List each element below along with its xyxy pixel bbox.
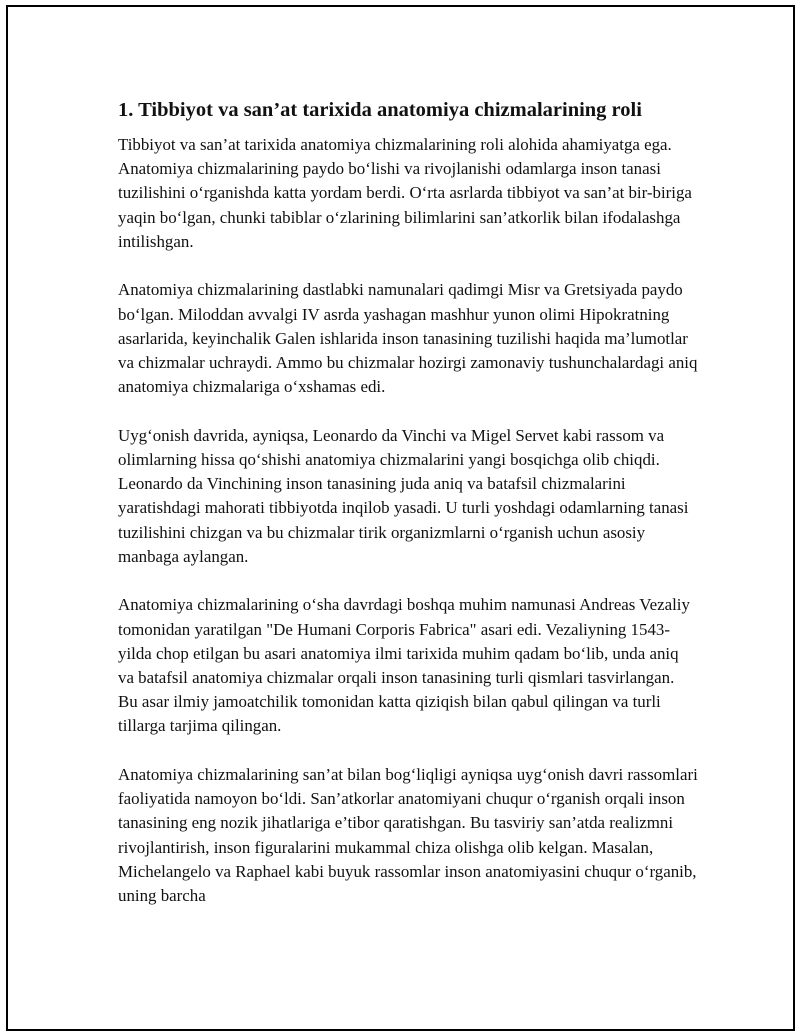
paragraph-3: Uyg‘onish davrida, ayniqsa, Leonardo da Vinchi va Migel Servet kabi rassom va olimlarning hissa qo‘shishi anatomiya chizmalarini yangi bosqichga olib chiqdi. Leonardo da Vinchining inson tanasining juda aniq va batafsil chizmalarini yaratishdagi mahorati tibbiyotda inqilob yasadi. U turli yoshdagi odamlarning tanasi tuzilishini chizgan va bu chizmalar tirik organizmlarni o‘rganish uchun asosiy manbaga aylangan.: [118, 425, 689, 566]
document-body: [118, 97, 698, 933]
paragraph-5: Anatomiya chizmalarining san’at bilan bog‘liqligi ayniqsa uyg‘onish davri rassomlari faoliyatida namoyon bo‘ldi. San’atkorlar anatomiyani chuqur o‘rganish orqali inson tanasining eng nozik jihatlariga e’tibor qaratishgan. Bu tasviriy san’atda realizmni rivojlantirish, inson figuralarini mukammal chiza olishga olib kelgan. Masalan, Michelangelo va Raphael kabi buyuk rassomlar inson anatomiyasini chuqur o‘rganib, uning barcha: [118, 765, 698, 906]
paragraph-2: Anatomiya chizmalarining dastlabki namunalari qadimgi Misr va Gretsiyada paydo bo‘lgan. Miloddan avvalgi IV asrda yashagan mashhur yunon olimi Hipokratning asarlarida, keyinchalik Galen ishlarida inson tanasining tuzilishi haqida ma’lumotlar va chizmalar uchraydi. Ammo bu chizmalar hozirgi zamonaviy tushunchalardagi aniq anatomiya chizmalariga o‘xshamas edi.: [118, 280, 698, 397]
document-page: [6, 5, 795, 1031]
paragraph-1: Tibbiyot va san’at tarixida anatomiya chizmalarining roli alohida ahamiyatga ega. Anatomiya chizmalarining paydo bo‘lishi va rivojlanishi odamlarga inson tanasi tuzilishini o‘rganishda katta yordam berdi. O‘rta asrlarda tibbiyot va san’at bir-biriga yaqin bo‘lgan, chunki tabiblar o‘zlarining bilimlarini san’atkorlik bilan ifodalashga intilishgan.: [118, 135, 692, 251]
section-heading: 1. Tibbiyot va san’at tarixida anatomiya chizmalarining roli: [118, 99, 642, 121]
paragraph-4: Anatomiya chizmalarining o‘sha davrdagi boshqa muhim namunasi Andreas Vezaliy tomonidan yaratilgan "De Humani Corporis Fabrica" asari edi. Vezaliyning 1543-yilda chop etilgan bu asari anatomiya ilmi tarixida muhim qadam bo‘lib, unda aniq va batafsil anatomiya chizmalar orqali inson tanasining turli qismlari tasvirlangan. Bu asar ilmiy jamoatchilik tomonidan katta qiziqish bilan qabul qilingan va turli tillarga tarjima qilingan.: [118, 595, 690, 736]
